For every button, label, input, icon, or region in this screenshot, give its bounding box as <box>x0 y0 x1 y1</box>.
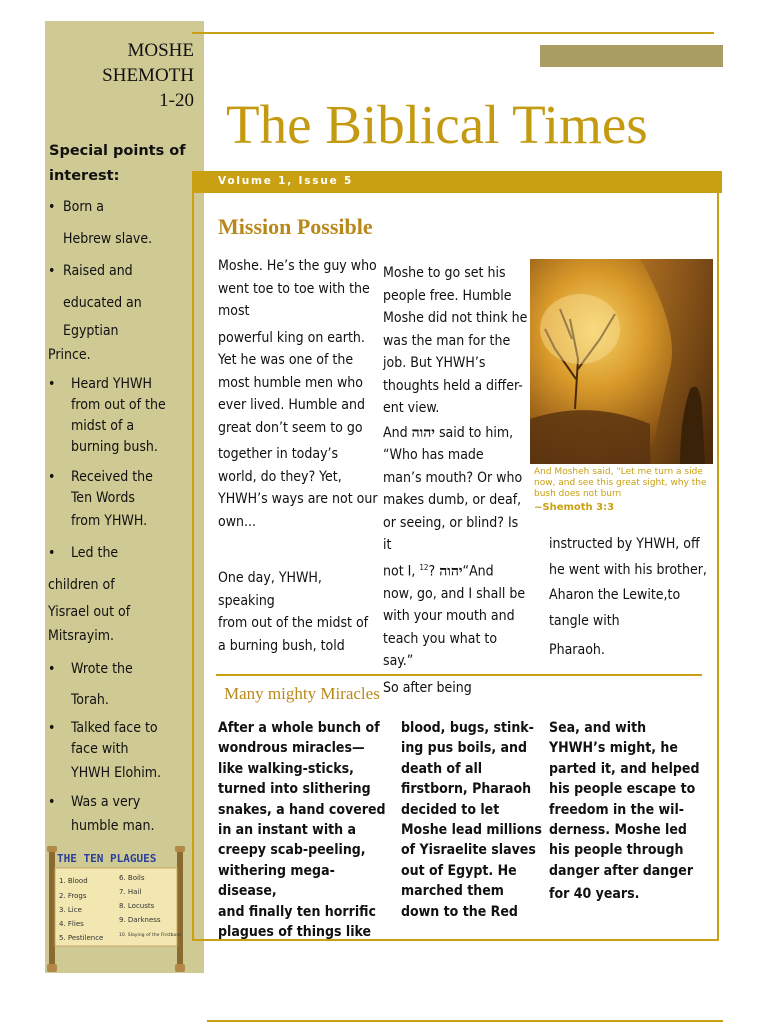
text-line: blood, bugs, stink- <box>401 720 534 736</box>
ground-shape <box>530 410 650 464</box>
point-line: Led the <box>71 545 119 561</box>
plague-item: 5. Pestilence <box>59 934 104 942</box>
ten-plagues-scroll-image <box>45 846 193 972</box>
text-line: “Who has made <box>383 447 484 463</box>
second-article-column-1 <box>218 718 393 942</box>
point-line: humble man. <box>71 818 155 834</box>
plague-item: 8. Locusts <box>119 902 155 910</box>
point-line: from YHWH. <box>71 513 148 529</box>
sidebar-title-line: SHEMOTH <box>102 65 194 86</box>
text-line: Pharaoh. <box>549 642 605 658</box>
text-line: great don’t seem to go <box>218 419 363 436</box>
text-line <box>383 557 529 583</box>
text-line: death of all <box>401 760 483 777</box>
text-fragment: And <box>383 424 408 441</box>
text-line: man’s mouth? Or who <box>383 469 523 486</box>
second-article-column-3 <box>549 718 714 905</box>
text-line: Sea, and with <box>549 720 647 736</box>
text-line: powerful king on earth. <box>218 329 365 346</box>
plague-item: 1. Blood <box>59 877 88 885</box>
text-line: turned into slithering <box>218 781 371 798</box>
article-column-3 <box>549 532 709 664</box>
text-line: Aharon the Lewite,to <box>549 587 681 603</box>
text-line: marched them <box>401 883 504 900</box>
text-line: firstborn, Pharaoh <box>401 781 532 798</box>
text-line: world, do they? Yet, <box>218 468 342 485</box>
text-line: a burning bush, told <box>218 637 345 654</box>
point-line: Yisrael out of <box>48 604 131 620</box>
point-line: burning bush. <box>71 439 158 455</box>
text-line: thoughts held a differ- <box>383 377 523 394</box>
plague-item: 2. Frogs <box>59 892 87 900</box>
volume-issue: Volume 1, Issue 5 <box>218 175 354 187</box>
text-line: together in today’s <box>218 446 339 462</box>
sidebar-heading: Special points of interest: <box>49 143 186 184</box>
plague-item: 10. Slaying of the Firstborn <box>119 933 182 938</box>
text-line: went toe to toe with the <box>218 280 370 297</box>
text-line <box>383 422 529 445</box>
text-line: like walking-sticks, <box>218 760 354 777</box>
fire-glow <box>540 294 620 364</box>
text-line: out of Egypt. He <box>401 862 517 879</box>
text-line: own... <box>218 513 256 530</box>
scroll-knob <box>47 964 57 972</box>
plague-item: 6. Boils <box>119 874 145 882</box>
text-line: ing pus boils, and <box>401 740 527 757</box>
point-line: midst of a <box>71 418 135 434</box>
text-line: teach you what to say.” <box>383 630 498 670</box>
plague-item: 7. Hail <box>119 888 142 896</box>
text-line: most <box>218 303 250 319</box>
text-line: in an instant with a <box>218 822 357 839</box>
text-line: job. But YHWH’s <box>383 355 486 371</box>
text-line: he went with his brother, <box>549 561 707 578</box>
top-rule <box>192 32 714 34</box>
plagues-title: THE TEN PLAGUES <box>57 852 157 865</box>
article-title: Mission Possible <box>218 214 373 239</box>
text-line: One day, YHWH, speaking <box>218 570 322 609</box>
scroll-knob <box>175 846 185 852</box>
text-line: Moshe did not think he <box>383 310 528 326</box>
text-line: wondrous miracles— <box>218 740 365 757</box>
text-line: now, go, and I shall be <box>383 585 526 602</box>
bullet: • <box>48 794 56 810</box>
scroll-rod-right <box>177 846 183 972</box>
text-line: tangle with <box>549 612 620 629</box>
text-line: instructed by YHWH, off <box>549 536 700 552</box>
bullet: • <box>48 263 56 279</box>
text-line: After a whole bunch of <box>218 720 380 736</box>
plague-item: 4. Flies <box>59 920 84 928</box>
text-line: was the man for the <box>383 332 511 349</box>
header-accent-bar <box>540 45 723 67</box>
point-line: Hebrew slave. <box>63 231 153 247</box>
section-divider <box>216 674 702 676</box>
article-column-2 <box>383 262 529 699</box>
text-line: ent view. <box>383 400 440 416</box>
point-line: Mitsrayim. <box>48 628 114 644</box>
text-line: derness. Moshe led <box>549 822 687 839</box>
text-fragment: not I, <box>383 563 416 580</box>
burning-bush-painting <box>530 259 713 464</box>
point-line: YHWH Elohim. <box>71 765 162 781</box>
text-line: or seeing, or blind? Is it <box>383 514 519 553</box>
text-line: So after being <box>383 679 472 696</box>
text-line: from out of the midst of <box>218 615 369 631</box>
text-fragment: “And <box>462 563 494 580</box>
text-line: decided to let <box>401 801 500 818</box>
bullet: • <box>48 469 56 485</box>
scroll-knob <box>47 846 57 852</box>
text-fragment: said to him, <box>438 424 514 441</box>
image-caption: And Mosheh said, “Let me turn a side now, and see this great sight, why the bush does not burn <box>534 467 707 499</box>
divine-name-hebrew: יהוה <box>439 563 463 580</box>
point-line: Talked face to <box>71 720 158 736</box>
text-line: ever lived. Humble and <box>218 397 366 413</box>
point-line: Wrote the <box>71 661 133 677</box>
text-line: parted it, and helped <box>549 760 700 777</box>
point-line: Born a <box>63 199 104 215</box>
plague-item: 3. Lice <box>59 906 82 914</box>
scroll-knob <box>175 964 185 972</box>
article-column-1 <box>218 255 378 657</box>
point-line: Prince. <box>48 347 91 363</box>
second-article-title: Many mighty Miracles <box>224 684 380 703</box>
bottom-rule <box>207 1020 723 1022</box>
text-line: most humble men who <box>218 374 363 391</box>
sidebar-title-line: 1-20 <box>159 90 194 111</box>
text-fragment: ? <box>428 563 436 580</box>
text-line: with your mouth and <box>383 608 515 625</box>
text-line: Moshe lead millions <box>401 822 542 839</box>
point-line: educated an <box>63 295 142 311</box>
text-line: snakes, a hand covered <box>218 801 386 818</box>
verse-number: 12 <box>419 562 429 572</box>
point-line: face with <box>71 741 129 757</box>
text-line: freedom in the wil- <box>549 801 685 818</box>
scroll-rod-left <box>49 846 55 972</box>
caption-reference: ~Shemoth 3:3 <box>534 502 615 513</box>
bullet: • <box>48 376 56 392</box>
divine-name-hebrew: יהוה <box>411 424 435 441</box>
text-line: of Yisraelite slaves <box>401 842 536 859</box>
text-line: and finally ten horrific <box>218 903 376 920</box>
point-line: Ten Words <box>71 490 135 506</box>
text-line: down to the Red <box>401 903 518 920</box>
point-line: Was a very <box>71 794 141 810</box>
text-line: Moshe to go set his <box>383 265 506 281</box>
point-line: Raised and <box>63 263 133 279</box>
bullet: • <box>48 199 56 215</box>
point-line: children of <box>48 577 115 593</box>
text-line: his people through <box>549 842 684 859</box>
sidebar-title <box>45 38 194 113</box>
point-line: Received the <box>71 469 153 485</box>
point-line: Egyptian <box>63 323 119 339</box>
point-line: Heard YHWH <box>71 376 152 392</box>
text-line: YHWH’s might, he <box>549 740 678 757</box>
text-line: Yet he was one of the <box>218 352 354 368</box>
masthead-title: The Biblical Times <box>226 94 648 155</box>
text-line: makes dumb, or deaf, <box>383 492 522 508</box>
text-line: people free. Humble <box>383 287 512 304</box>
point-line: from out of the <box>71 397 166 413</box>
text-line: YHWH’s ways are not our <box>218 491 378 507</box>
sidebar-title-line: MOSHE <box>127 40 194 61</box>
text-line: danger after danger <box>549 862 694 879</box>
bullet: • <box>48 720 56 736</box>
bullet: • <box>48 545 56 561</box>
text-line: withering mega-disease, <box>218 862 335 900</box>
plague-item: 9. Darkness <box>119 916 161 924</box>
text-line: Moshe. He’s the guy who <box>218 258 377 274</box>
text-line: creepy scab-peeling, <box>218 842 366 859</box>
bullet: • <box>48 661 56 677</box>
text-line: plagues of things like <box>218 924 372 941</box>
text-line: his people escape to <box>549 781 696 798</box>
second-article-column-2 <box>401 718 546 922</box>
text-line: for 40 years. <box>549 886 640 903</box>
point-line: Torah. <box>71 692 109 708</box>
